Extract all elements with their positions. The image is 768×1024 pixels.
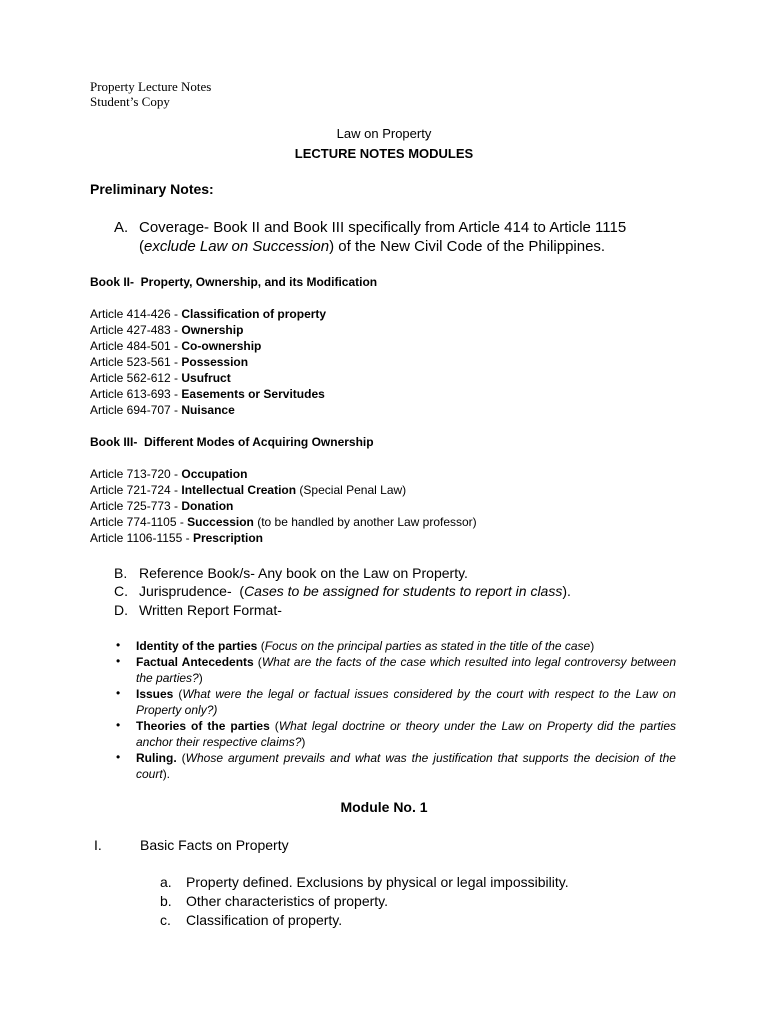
article-row — [90, 307, 326, 323]
article-topic: Occupation — [181, 467, 248, 481]
report-item-open: ( — [173, 687, 183, 701]
module-heading: Module No. 1 — [340, 799, 428, 815]
report-item-open: ( — [176, 751, 186, 765]
report-item-open: ( — [253, 655, 262, 669]
article-note: (Special Penal Law) — [296, 483, 407, 497]
article-topic: Possession — [181, 355, 249, 369]
report-item-desc: What are the facts of the case which resulted into legal controversy between the parties? — [136, 655, 676, 685]
coverage-label: Coverage- — [139, 219, 210, 236]
article-row — [90, 387, 325, 403]
module-item-text: Other characteristics of property. — [186, 893, 389, 909]
report-item-close: ). — [162, 767, 171, 781]
note-c-text: Jurisprudence- (Cases to be assigned for students to report in class). — [139, 583, 571, 599]
section-title: Basic Facts on Property — [140, 837, 289, 853]
note-d-marker: D. — [114, 602, 128, 618]
preliminary-heading: Preliminary Notes: — [90, 181, 214, 197]
book3-heading: Book III- Different Modes of Acquiring Ownership — [90, 435, 374, 449]
book2-heading: Book II- Property, Ownership, and its Modification — [90, 275, 378, 289]
article-topic: Classification of property — [181, 307, 327, 321]
report-item-open: ( — [269, 719, 279, 733]
article-topic: Easements or Servitudes — [181, 387, 325, 401]
report-item-close: ) — [301, 735, 306, 749]
article-row — [90, 371, 231, 387]
header-line-2: Student’s Copy — [90, 94, 170, 109]
article-ref: Article 694-707 - — [90, 403, 182, 417]
module-item-text: Property defined. Exclusions by physical or legal impossibility. — [186, 874, 569, 890]
doc-subtitle: LECTURE NOTES MODULES — [294, 146, 474, 161]
report-item-desc: Focus on the principal parties as stated in the title of the case — [264, 639, 591, 653]
report-item-desc: What legal doctrine or theory under the Law on Property did the parties anchor their respective claims? — [136, 719, 676, 749]
report-item-label: Theories of the parties — [136, 719, 270, 733]
report-item-open: ( — [257, 639, 265, 653]
coverage-italic: exclude Law on Succession — [144, 238, 330, 255]
article-ref: Article 721-724 - — [90, 483, 182, 497]
coverage-line-1 — [139, 219, 626, 236]
article-topic: Intellectual Creation — [181, 483, 297, 497]
report-format-item — [136, 654, 676, 686]
article-ref: Article 613-693 - — [90, 387, 182, 401]
doc-title: Law on Property — [336, 126, 432, 141]
article-topic: Nuisance — [181, 403, 235, 417]
bullet-icon: • — [116, 654, 121, 668]
report-item-label: Ruling. — [136, 751, 177, 765]
bullet-icon: • — [116, 686, 121, 700]
article-note: (to be handled by another Law professor) — [253, 515, 477, 529]
article-row — [90, 323, 243, 339]
article-row — [90, 483, 406, 499]
module-item-marker: a. — [160, 874, 172, 890]
report-item-close: ) — [590, 639, 595, 653]
note-d-text: Written Report Format- — [139, 602, 282, 618]
article-topic: Prescription — [192, 531, 263, 545]
note-c-marker: C. — [114, 583, 128, 599]
article-ref: Article 774-1105 - — [90, 515, 188, 529]
article-ref: Article 427-483 - — [90, 323, 182, 337]
article-topic: Ownership — [181, 323, 244, 337]
article-row — [90, 403, 235, 419]
section-number: I. — [94, 837, 102, 853]
article-row — [90, 339, 261, 355]
report-item-label: Identity of the parties — [136, 639, 258, 653]
module-item-marker: b. — [160, 893, 172, 909]
report-item-desc: What were the legal or factual issues considered by the court with respect to the Law on Property only?) — [136, 687, 676, 717]
module-item-marker: c. — [160, 912, 171, 928]
report-format-item — [136, 718, 676, 750]
bullet-icon: • — [116, 750, 121, 764]
article-row — [90, 531, 263, 547]
article-ref: Article 562-612 - — [90, 371, 182, 385]
bullet-icon: • — [116, 718, 121, 732]
note-b-text: Reference Book/s- Any book on the Law on Property. — [139, 565, 468, 581]
module-item-text: Classification of property. — [186, 912, 343, 928]
report-format-item — [136, 638, 676, 654]
article-ref: Article 484-501 - — [90, 339, 182, 353]
report-item-label: Issues — [136, 687, 174, 701]
header-line-1: Property Lecture Notes — [90, 79, 212, 94]
bullet-icon: • — [116, 638, 121, 652]
note-b-marker: B. — [114, 565, 128, 581]
article-ref: Article 725-773 - — [90, 499, 182, 513]
report-item-close: ) — [198, 671, 203, 685]
coverage-marker: A. — [114, 219, 129, 236]
article-ref: Article 713-720 - — [90, 467, 182, 481]
article-topic: Succession — [187, 515, 254, 529]
report-format-item — [136, 686, 676, 718]
article-topic: Usufruct — [181, 371, 231, 385]
article-topic: Donation — [181, 499, 234, 513]
article-row — [90, 355, 248, 371]
article-topic: Co-ownership — [181, 339, 262, 353]
article-row — [90, 467, 247, 483]
coverage-text: Book II and Book III specifically from Article 414 to Article 1115 — [209, 219, 627, 236]
report-item-desc: Whose argument prevails and what was the justification that supports the decision of the court — [136, 751, 676, 781]
report-item-label: Factual Antecedents — [136, 655, 254, 669]
article-row — [90, 499, 233, 515]
coverage-line-2: (exclude Law on Succession) of the New Civil Code of the Philippines. — [139, 238, 606, 255]
article-ref: Article 414-426 - — [90, 307, 182, 321]
article-ref: Article 523-561 - — [90, 355, 182, 369]
report-format-item — [136, 750, 676, 782]
article-ref: Article 1106-1155 - — [90, 531, 193, 545]
article-row — [90, 515, 477, 531]
